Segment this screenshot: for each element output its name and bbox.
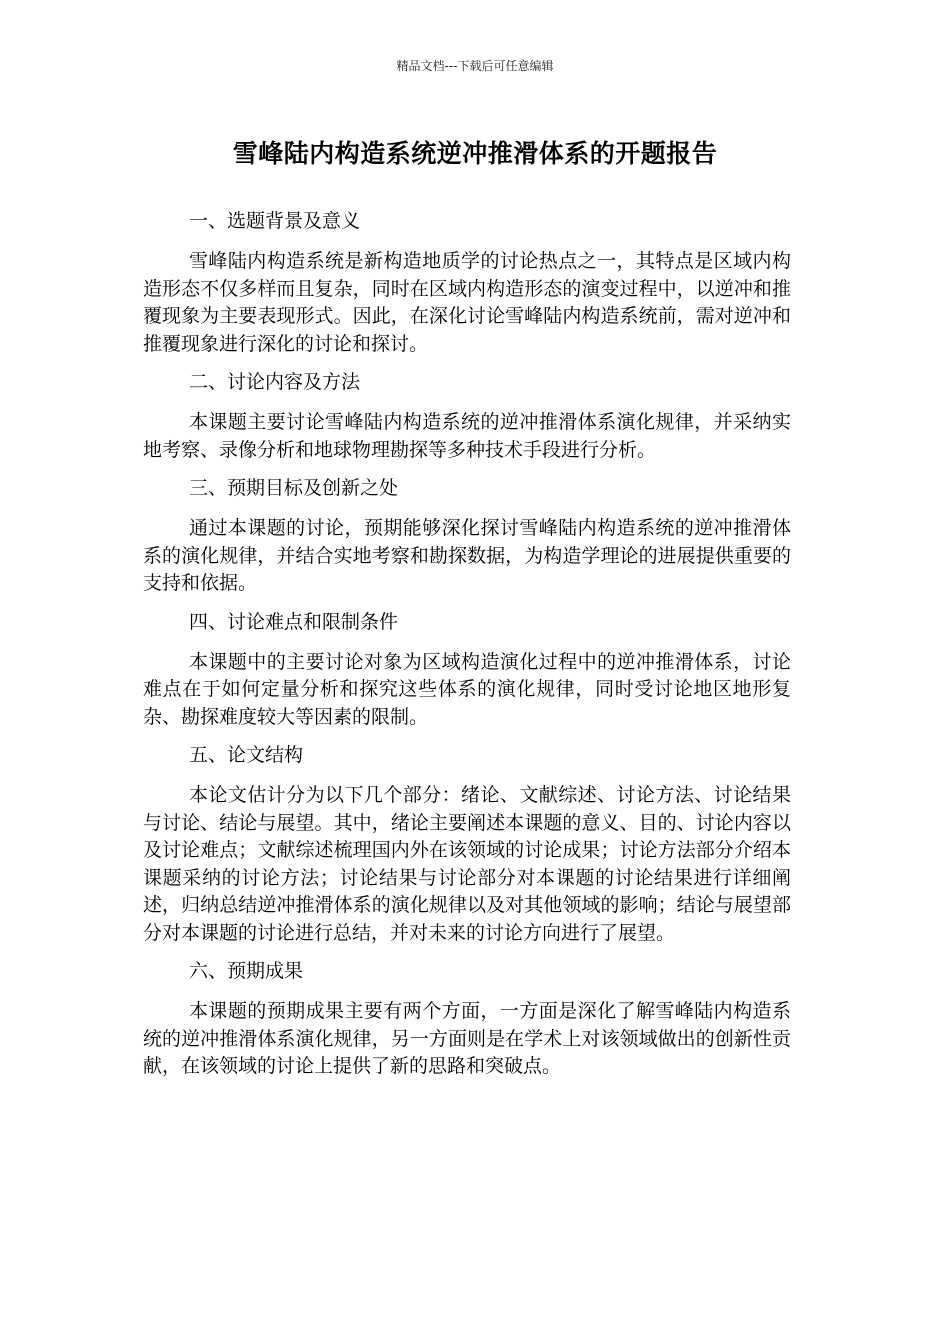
section-heading-structure: 五、论文结构	[189, 744, 304, 766]
document-body	[143, 208, 791, 1092]
section-heading-outcomes: 六、预期成果	[189, 960, 304, 982]
page-header: 精品文档---下载后可任意编辑	[396, 59, 554, 73]
section-body-content-methods: 本课题主要讨论雪峰陆内构造系统的逆冲推滑体系演化规律，并采纳实地考察、录像分析和地球物理勘探等多种技术手段进行分析。	[143, 411, 791, 461]
section-heading-content-methods: 二、讨论内容及方法	[189, 371, 361, 393]
section-body-goals: 通过本课题的讨论，预期能够深化探讨雪峰陆内构造系统的逆冲推滑体系的演化规律，并结合实地考察和勘探数据，为构造学理论的进展提供重要的支持和依据。	[143, 517, 791, 594]
document-title: 雪峰陆内构造系统逆冲推滑体系的开题报告	[232, 139, 718, 168]
section-body-structure: 本论文估计分为以下几个部分：绪论、文献综述、讨论方法、讨论结果与讨论、结论与展望。其中，绪论主要阐述本课题的意义、目的、讨论内容以及讨论难点；文献综述梳理国内外在该领域的讨论成果；讨论方法部分介绍本课题采纳的讨论方法；讨论结果与讨论部分对本课题的讨论结果进行详细阐述，归纳总结逆冲推滑体系的演化规律以及对其他领域的影响；结论与展望部分对本课题的讨论进行总结，并对未来的讨论方向进行了展望。	[143, 784, 791, 944]
section-heading-goals: 三、预期目标及创新之处	[189, 477, 399, 499]
section-body-outcomes: 本课题的预期成果主要有两个方面，一方面是深化了解雪峰陆内构造系统的逆冲推滑体系演化规律，另一方面则是在学术上对该领域做出的创新性贡献，在该领域的讨论上提供了新的思路和突破点。	[143, 1000, 791, 1077]
section-body-difficulties: 本课题中的主要讨论对象为区域构造演化过程中的逆冲推滑体系，讨论难点在于如何定量分析和探究这些体系的演化规律，同时受讨论地区地形复杂、勘探难度较大等因素的限制。	[143, 650, 791, 728]
section-heading-background: 一、选题背景及意义	[189, 210, 361, 232]
section-body-background: 雪峰陆内构造系统是新构造地质学的讨论热点之一，其特点是区域内构造形态不仅多样而且复杂，同时在区域内构造形态的演变过程中，以逆冲和推覆现象为主要表现形式。因此，在深化讨论雪峰陆内构造系统前，需对逆冲和推覆现象进行深化的讨论和探讨。	[143, 250, 791, 355]
section-heading-difficulties: 四、讨论难点和限制条件	[189, 610, 399, 633]
